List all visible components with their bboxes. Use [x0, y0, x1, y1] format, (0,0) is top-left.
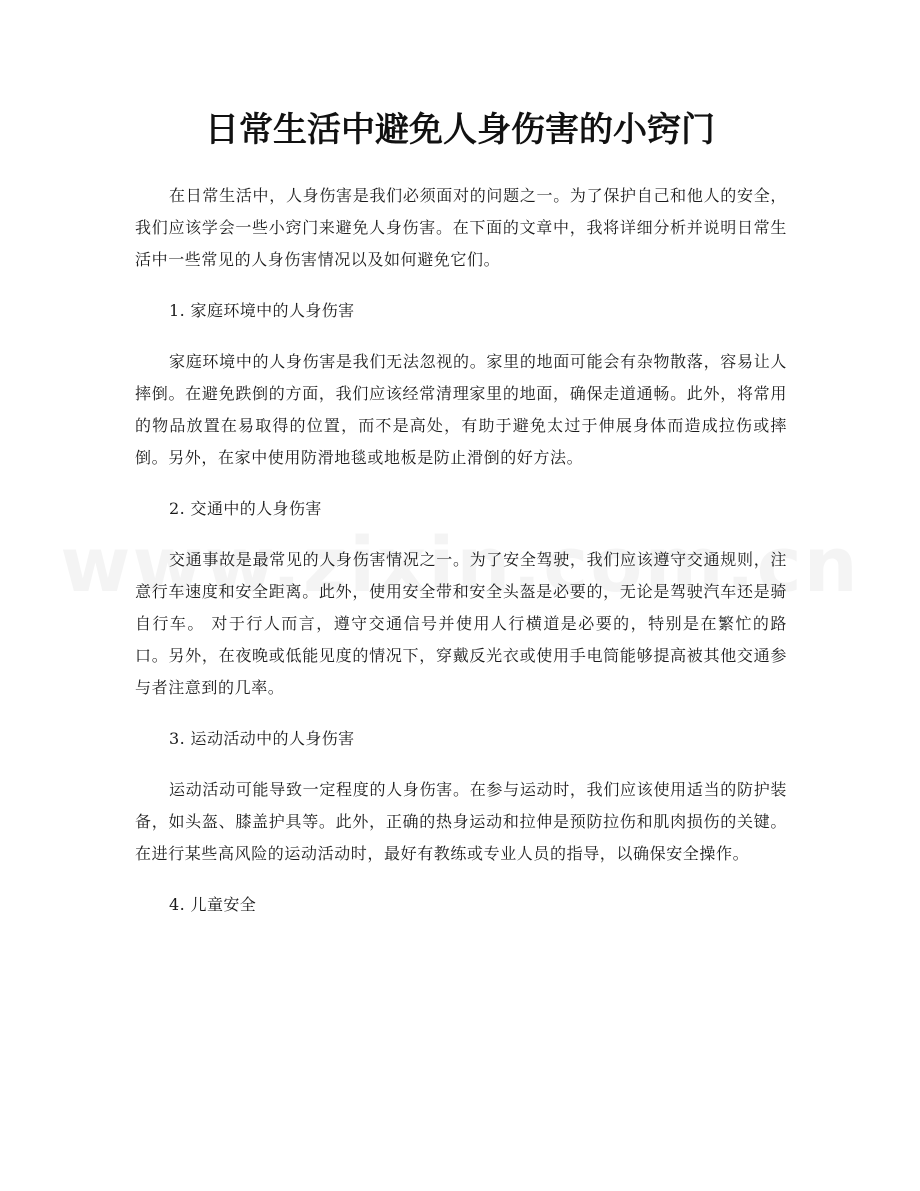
section-heading-children: 4. 儿童安全 — [169, 895, 257, 914]
section-body-sports: 运动活动可能导致一定程度的人身伤害。在参与运动时，我们应该使用适当的防护装备，如头盔、膝盖护具等。此外，正确的热身运动和拉伸是预防拉伤和肌肉损伤的关键。在进行某些高风险的运动活动时，最好有教练或专业人员的指导，以确保安全操作。 — [135, 780, 787, 863]
section-heading-home: 1. 家庭环境中的人身伤害 — [169, 301, 355, 320]
document-body — [135, 180, 787, 940]
section-heading-traffic: 2. 交通中的人身伤害 — [169, 499, 322, 518]
section-body-home: 家庭环境中的人身伤害是我们无法忽视的。家里的地面可能会有杂物散落，容易让人摔倒。在避免跌倒的方面，我们应该经常清理家里的地面，确保走道通畅。此外，将常用的物品放置在易取得的位置，而不是高处，有助于避免太过于伸展身体而造成拉伤或摔倒。另外，在家中使用防滑地毯或地板是防止滑倒的好方法。 — [135, 352, 787, 467]
intro-paragraph: 在日常生活中，人身伤害是我们必须面对的问题之一。为了保护自己和他人的安全，我们应该学会一些小窍门来避免人身伤害。在下面的文章中，我将详细分析并说明日常生活中一些常见的人身伤害情况以及如何避免它们。 — [135, 186, 787, 269]
section-heading-sports: 3. 运动活动中的人身伤害 — [169, 729, 355, 748]
section-body-traffic: 交通事故是最常见的人身伤害情况之一。为了安全驾驶，我们应该遵守交通规则，注意行车速度和安全距离。此外，使用安全带和安全头盔是必要的，无论是驾驶汽车还是骑自行车。 对于行人而言，遵守交通信号并使用人行横道是必要的，特别是在繁忙的路口。另外，在夜晚或低能见度的情况下，穿戴反光衣或使用手电筒能够提高被其他交通参与者注意到的几率。 — [135, 550, 787, 697]
document-title: 日常生活中避免人身伤害的小窍门 — [205, 110, 715, 150]
